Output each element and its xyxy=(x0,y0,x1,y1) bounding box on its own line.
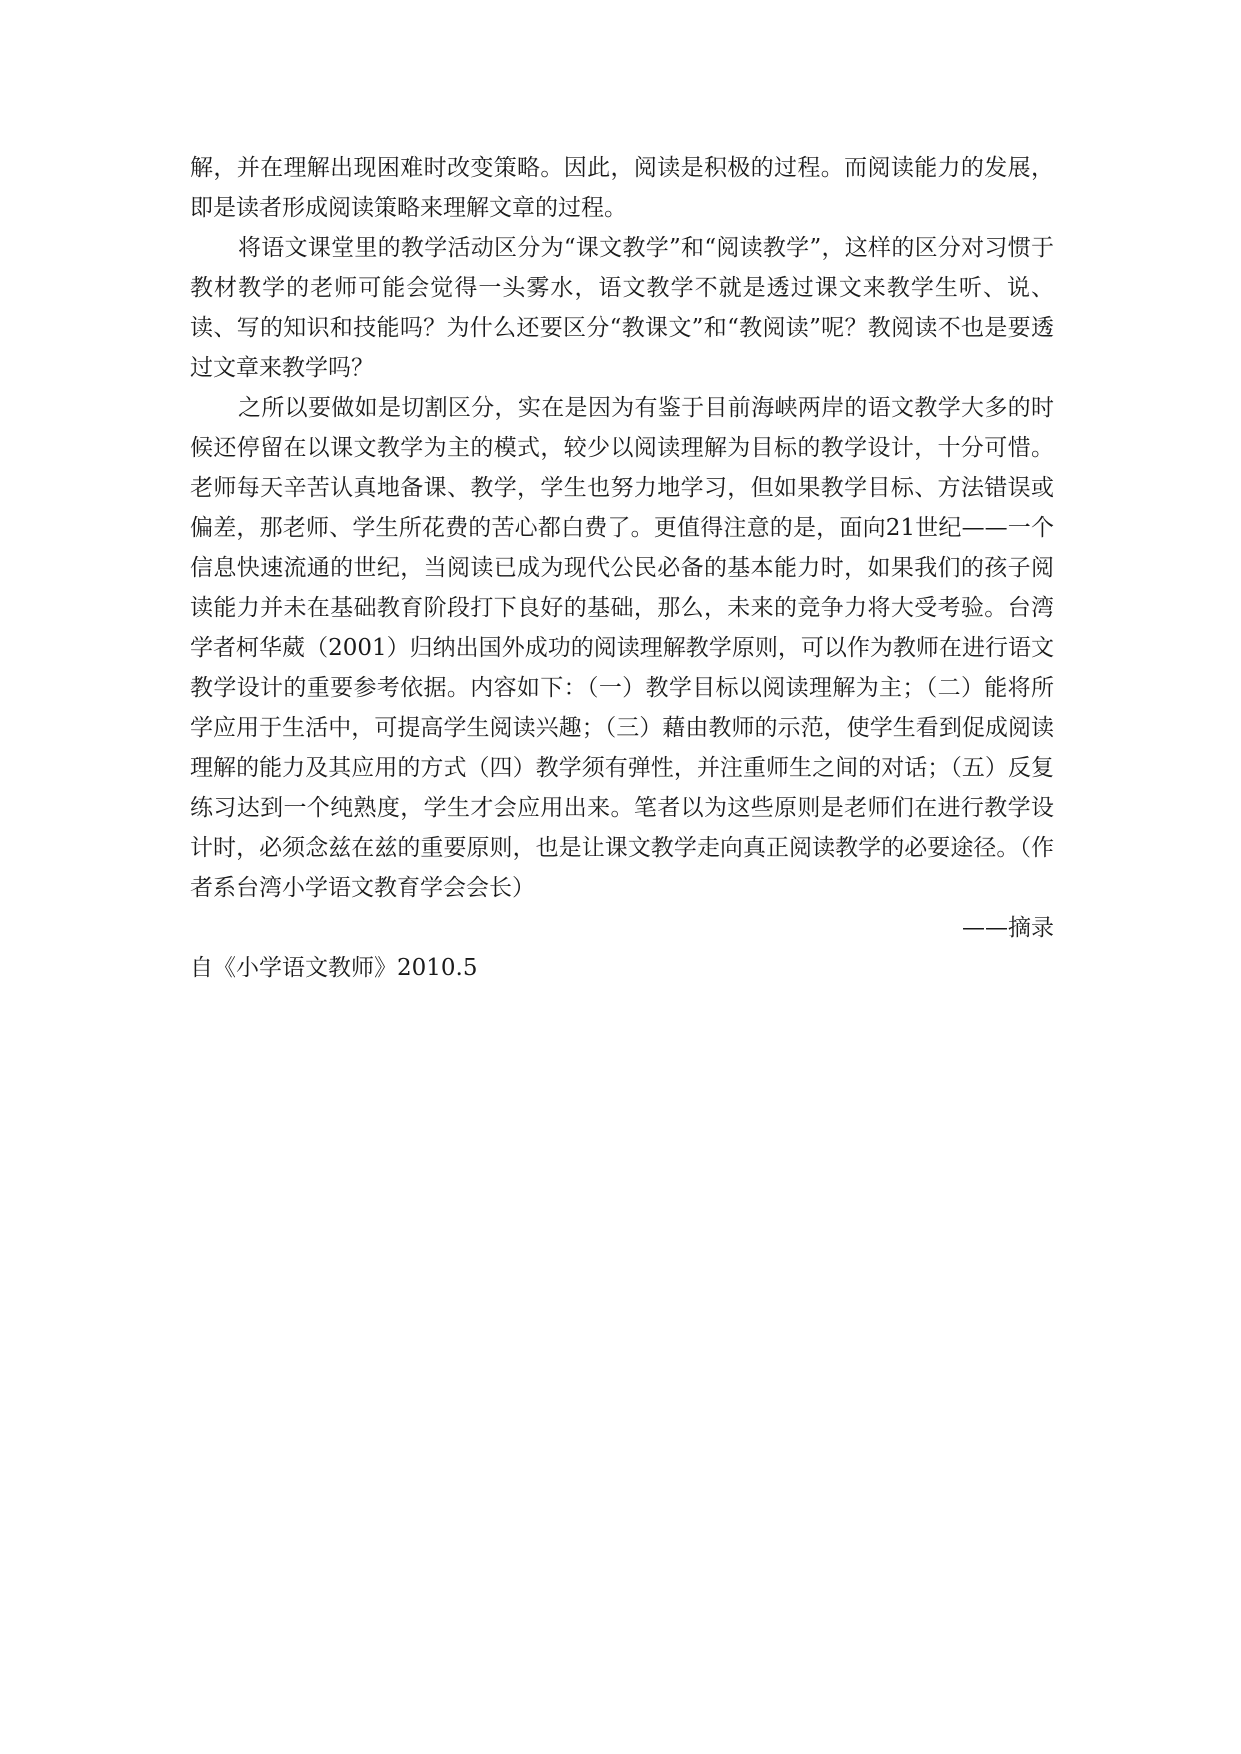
source-attribution-reference: 自《小学语文教师》2010.5 xyxy=(190,955,478,981)
source-attribution-dash: ——摘录 xyxy=(962,915,1054,941)
paragraph-reasons-and-principles: 之所以要做如是切割区分，实在是因为有鉴于目前海峡两岸的语文教学大多的时候还停留在以课文教学为主的模式，较少以阅读理解为目标的教学设计，十分可惜。老师每天辛苦认真地备课、教学，学生也努力地学习，但如果教学目标、方法错误或偏差，那老师、学生所花费的苦心都白费了。更值得注意的是，面向21世纪——一个信息快速流通的世纪，当阅读已成为现代公民必备的基本能力时，如果我们的孩子阅读能力并未在基础教育阶段打下良好的基础，那么，未来的竞争力将大受考验。台湾学者柯华葳（2001）归纳出国外成功的阅读理解教学原则，可以作为教师在进行语文教学设计的重要参考依据。内容如下：（一）教学目标以阅读理解为主；（二）能将所学应用于生活中，可提高学生阅读兴趣；（三）藉由教师的示范，使学生看到促成阅读理解的能力及其应用的方式（四）教学须有弹性，并注重师生之间的对话；（五）反复练习达到一个纯熟度，学生才会应用出来。笔者以为这些原则是老师们在进行教学设计时，必须念兹在兹的重要原则，也是让课文教学走向真正阅读教学的必要途径。（作者系台湾小学语文教育学会会长） xyxy=(190,395,1054,901)
paragraph-lesson-vs-reading: 将语文课堂里的教学活动区分为“课文教学”和“阅读教学”，这样的区分对习惯于教材教学的老师可能会觉得一头雾水，语文教学不就是透过课文来教学生听、说、读、写的知识和技能吗？为什么还要区分“教课文”和“教阅读”呢？教阅读不也是要透过文章来教学吗？ xyxy=(190,235,1054,381)
article-body xyxy=(190,148,1054,988)
paragraph-continuation: 解，并在理解出现困难时改变策略。因此，阅读是积极的过程。而阅读能力的发展，即是读者形成阅读策略来理解文章的过程。 xyxy=(190,155,1054,221)
